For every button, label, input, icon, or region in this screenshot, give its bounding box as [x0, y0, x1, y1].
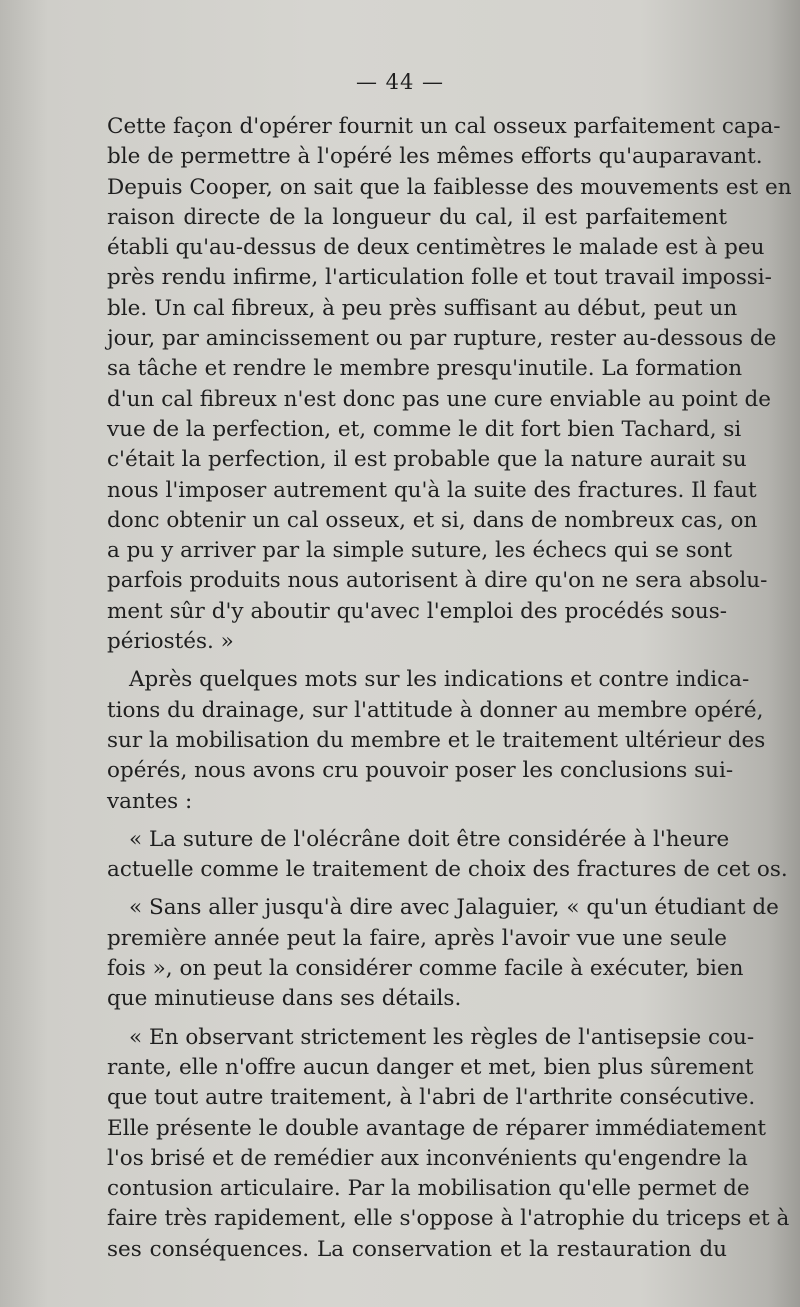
text-line: raison directe de la longueur du cal, il est parfaitement [107, 204, 727, 230]
text-line: Depuis Cooper, on sait que la faiblesse des mouvements est en [107, 174, 792, 200]
text-line: jour, par amincissement ou par rupture, rester au-dessous de [107, 326, 777, 352]
text-line: nous l'imposer autrement qu'à la suite des fractures. Il faut [107, 477, 757, 503]
text-line: actuelle comme le traitement de choix des fractures de cet os. [107, 857, 788, 883]
text-line: que tout autre traitement, à l'abri de l'arthrite consécutive. [107, 1085, 756, 1111]
paragraph-gap [107, 1015, 727, 1023]
text-line: faire très rapidement, elle s'oppose à l'atrophie du triceps et à [107, 1206, 790, 1232]
text-line: « Sans aller jusqu'à dire avec Jalaguier, « qu'un étudiant de [129, 895, 779, 921]
text-line: vantes : [107, 788, 193, 814]
text-line: ses conséquences. La conservation et la restauration du [107, 1236, 727, 1262]
text-line: ment sûr d'y aboutir qu'avec l'emploi des procédés sous- [107, 598, 727, 624]
paragraph [107, 1023, 790, 1265]
text-line: près rendu infirme, l'articulation folle et tout travail impossi- [107, 265, 772, 291]
paragraph [107, 112, 792, 657]
text-line: sa tâche et rendre le membre presqu'inutile. La formation [107, 356, 743, 382]
body-text [107, 112, 792, 1265]
paragraph-gap [107, 817, 727, 825]
text-line: donc obtenir un cal osseux, et si, dans de nombreux cas, on [107, 507, 758, 533]
text-line: « La suture de l'olécrâne doit être considérée à l'heure [129, 826, 730, 852]
text-line: d'un cal fibreux n'est donc pas une cure enviable au point de [107, 386, 772, 412]
text-line: tions du drainage, sur l'attitude à donner au membre opéré, [107, 697, 764, 723]
text-line: sur la mobilisation du membre et le traitement ultérieur des [107, 727, 766, 753]
text-line: opérés, nous avons cru pouvoir poser les conclusions sui- [107, 758, 734, 784]
text-line: périostés. » [107, 629, 234, 655]
text-line: « En observant strictement les règles de l'antisepsie cou- [129, 1024, 755, 1050]
text-line: c'était la perfection, il est probable que la nature aurait su [107, 447, 747, 473]
text-line: l'os brisé et de remédier aux inconvénients qu'engendre la [107, 1145, 748, 1171]
paragraph [107, 893, 779, 1014]
text-line: vue de la perfection, et, comme le dit fort bien Tachard, si [107, 416, 742, 442]
text-line: que minutieuse dans ses détails. [107, 986, 462, 1012]
text-line: Elle présente le double avantage de réparer immédiatement [107, 1115, 766, 1141]
text-line: ble de permettre à l'opéré les mêmes efforts qu'auparavant. [107, 144, 763, 170]
text-line: Cette façon d'opérer fournit un cal osseux parfaitement capa- [107, 114, 781, 139]
text-line: Après quelques mots sur les indications et contre indica- [129, 667, 750, 693]
text-line: première année peut la faire, après l'avoir vue une seule [107, 925, 727, 951]
text-line: contusion articulaire. Par la mobilisation qu'elle permet de [107, 1176, 750, 1202]
text-line: a pu y arriver par la simple suture, les échecs qui se sont [107, 538, 733, 564]
text-line: fois », on peut la considérer comme facile à exécuter, bien [107, 956, 744, 982]
paragraph-gap [107, 657, 727, 665]
text-line: ble. Un cal fibreux, à peu près suffisant au début, peut un [107, 295, 738, 321]
page-number: — 44 — [355, 70, 445, 94]
text-line: établi qu'au-dessus de deux centimètres le malade est à peu [107, 235, 765, 261]
paragraph-gap [107, 885, 727, 893]
paragraph [107, 825, 788, 886]
text-line: parfois produits nous autorisent à dire qu'on ne sera absolu- [107, 568, 768, 594]
text-line: rante, elle n'offre aucun danger et met, bien plus sûrement [107, 1054, 754, 1080]
paragraph [107, 665, 766, 816]
